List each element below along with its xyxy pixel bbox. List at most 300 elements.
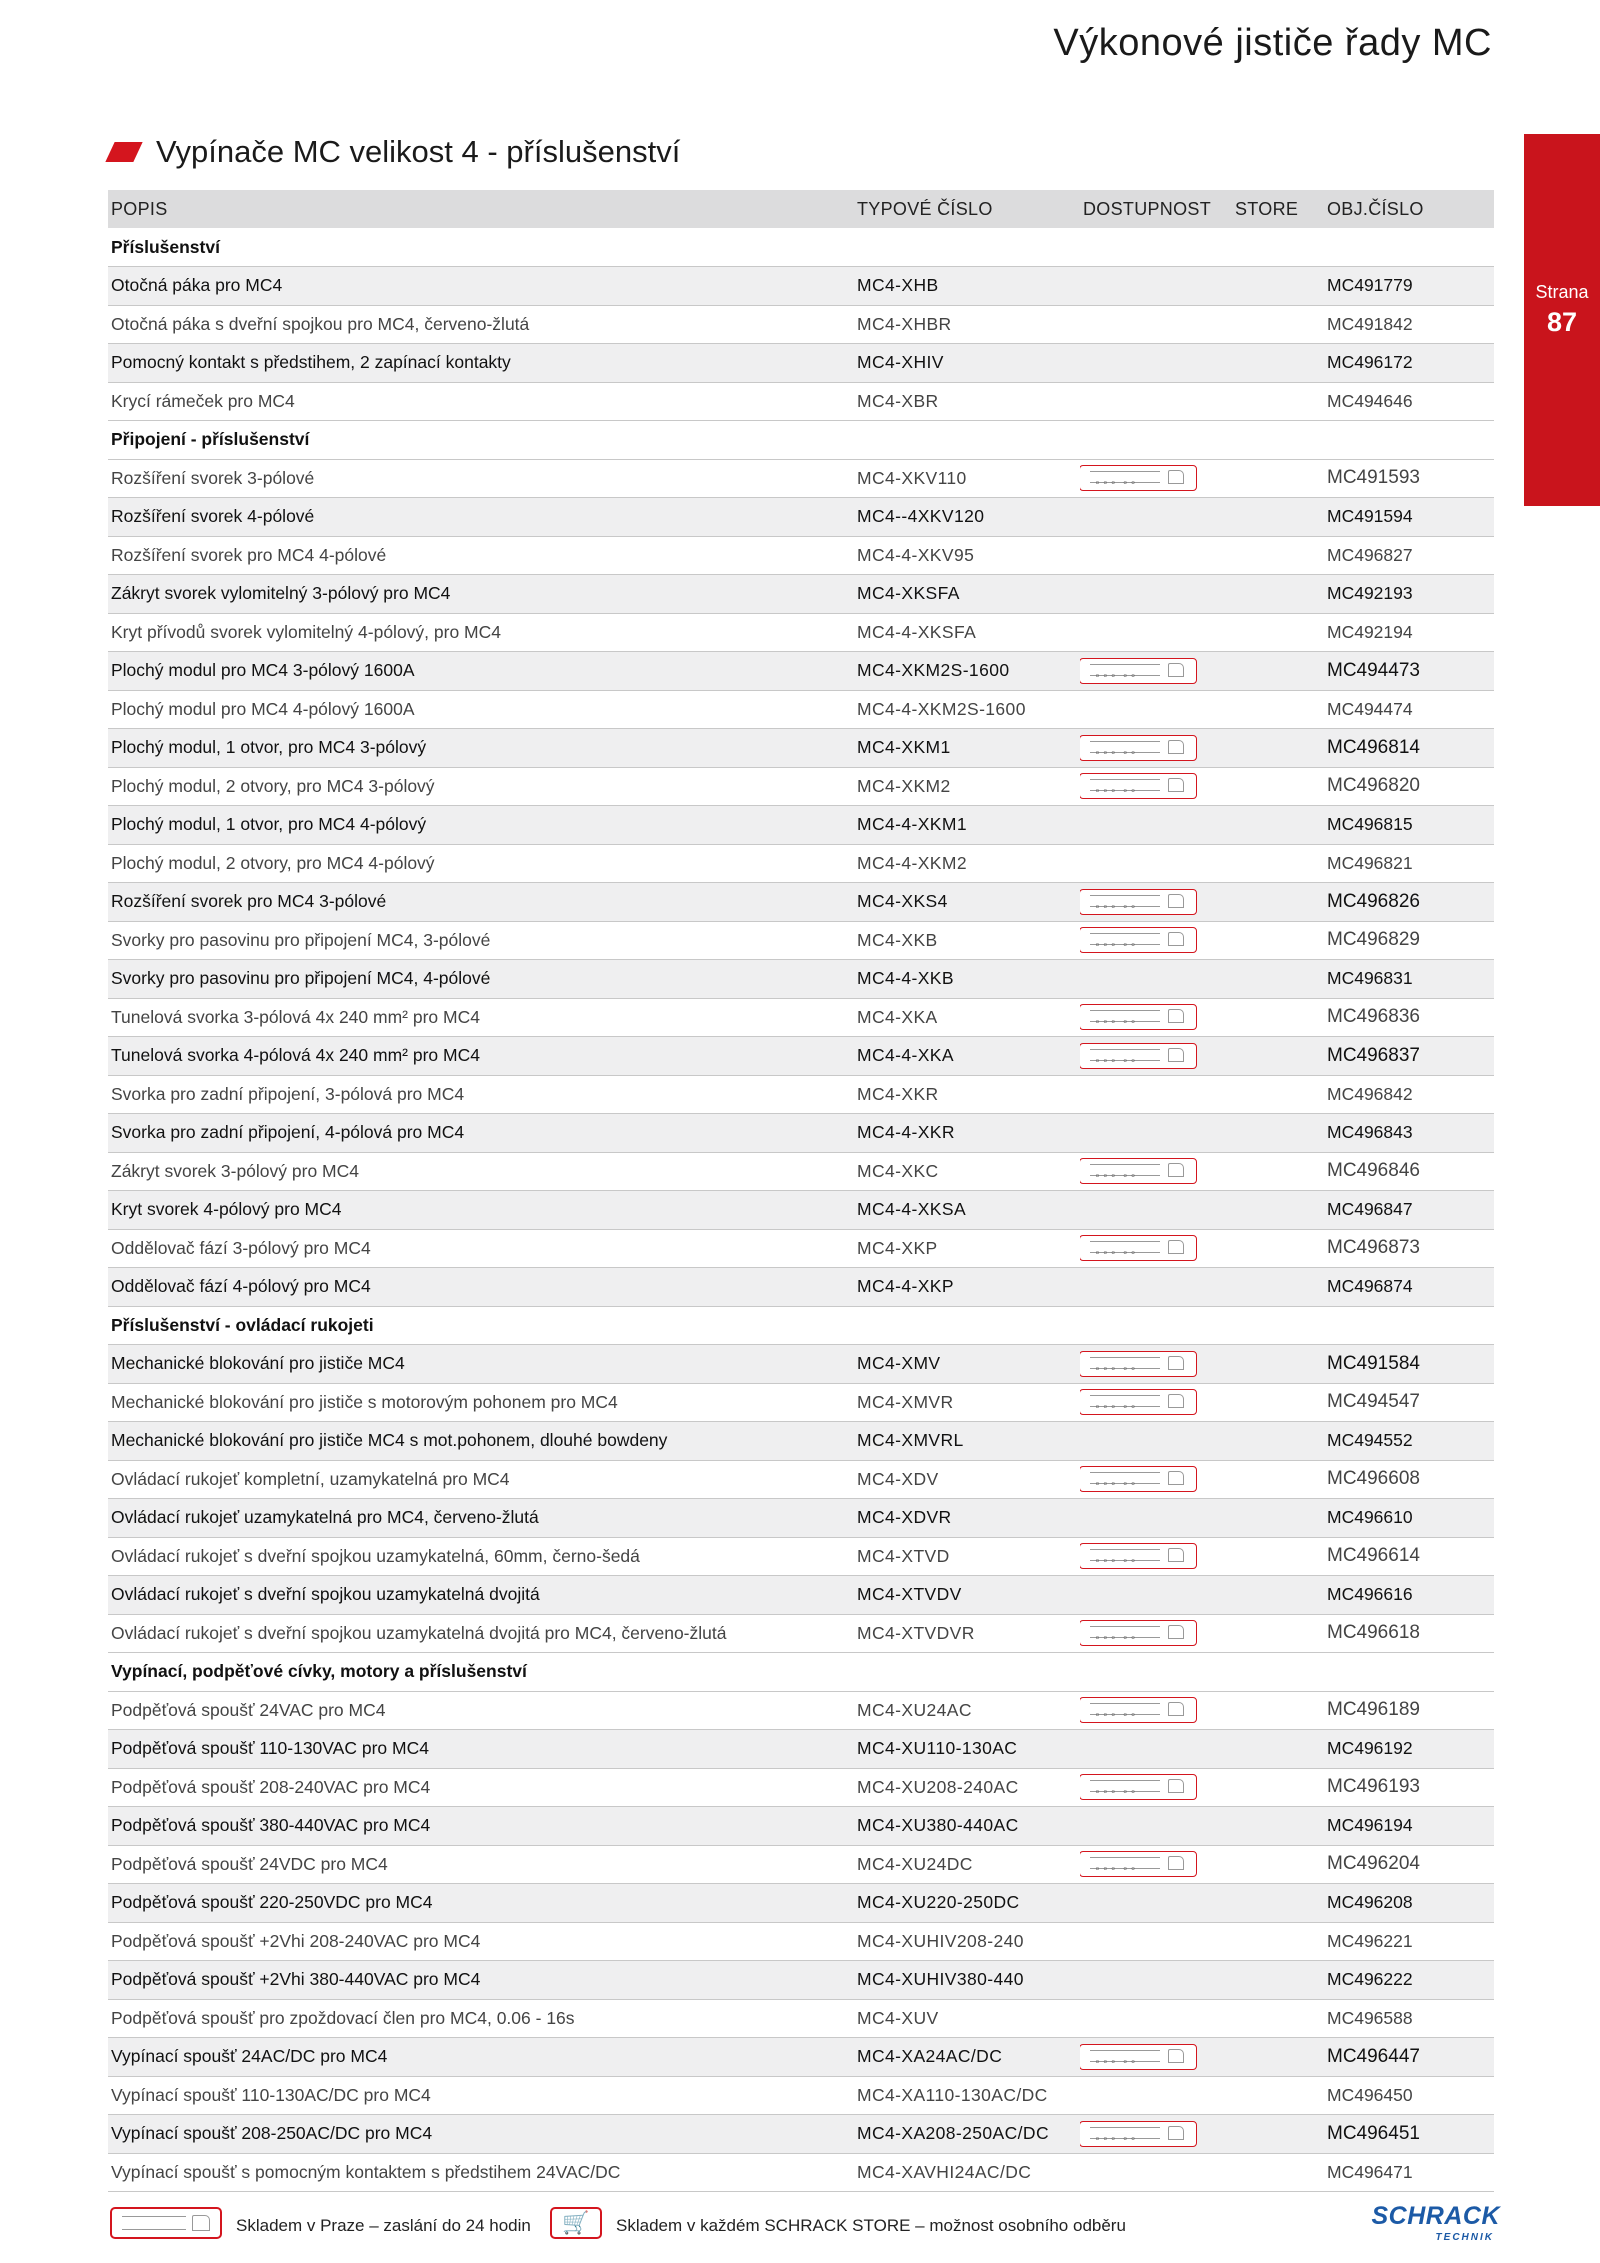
availability-cell: [1080, 1768, 1232, 1807]
type-number: MC4-XAVHI24AC/DC: [854, 2153, 1080, 2192]
store-cell: [1232, 1730, 1324, 1769]
availability-cell: [1080, 1191, 1232, 1230]
order-number: MC494646: [1324, 382, 1494, 421]
category-row: [108, 421, 1494, 460]
delivery-truck-icon: [1080, 735, 1197, 761]
type-number: MC4--4XKV120: [854, 498, 1080, 537]
availability-cell: [1080, 498, 1232, 537]
table-row: [108, 536, 1494, 575]
order-number: MC496815: [1324, 806, 1494, 845]
order-number: MC496842: [1324, 1075, 1494, 1114]
order-number: MC494474: [1324, 690, 1494, 729]
table-row: [108, 344, 1494, 383]
type-number: MC4-XU24DC: [854, 1845, 1080, 1884]
product-description: Vypínací spoušť 24AC/DC pro MC4: [108, 2038, 854, 2077]
order-number: MC496222: [1324, 1961, 1494, 2000]
delivery-truck-icon: [110, 2207, 222, 2239]
store-cell: [1232, 1114, 1324, 1153]
type-number: MC4-4-XKV95: [854, 536, 1080, 575]
order-number: MC496588: [1324, 1999, 1494, 2038]
product-description: Tunelová svorka 3-pólová 4x 240 mm² pro MC4: [108, 998, 854, 1037]
table-row: [108, 1691, 1494, 1730]
availability-cell: [1080, 2038, 1232, 2077]
type-number: MC4-XUV: [854, 1999, 1080, 2038]
order-number[interactable]: MC494547: [1324, 1383, 1494, 1422]
order-number: MC496821: [1324, 844, 1494, 883]
product-description: Rozšíření svorek pro MC4 3-pólové: [108, 883, 854, 922]
availability-cell: [1080, 267, 1232, 306]
table-row: [108, 267, 1494, 306]
table-row: [108, 1191, 1494, 1230]
type-number: MC4-XMV: [854, 1345, 1080, 1384]
type-number: MC4-XTVDVR: [854, 1614, 1080, 1653]
store-cell: [1232, 459, 1324, 498]
type-number: MC4-XDV: [854, 1460, 1080, 1499]
store-cell: [1232, 1691, 1324, 1730]
order-number: MC496208: [1324, 1884, 1494, 1923]
table-row: [108, 921, 1494, 960]
table-row: [108, 1345, 1494, 1384]
store-cell: [1232, 498, 1324, 537]
store-cell: [1232, 2038, 1324, 2077]
order-number[interactable]: MC496814: [1324, 729, 1494, 768]
availability-cell: [1080, 1614, 1232, 1653]
type-number: MC4-XA110-130AC/DC: [854, 2076, 1080, 2115]
type-number: MC4-XKSFA: [854, 575, 1080, 614]
delivery-truck-icon: [1080, 1543, 1197, 1569]
product-description: Svorka pro zadní připojení, 4-pólová pro MC4: [108, 1114, 854, 1153]
availability-cell: [1080, 459, 1232, 498]
product-description: Tunelová svorka 4-pólová 4x 240 mm² pro MC4: [108, 1037, 854, 1076]
type-number: MC4-XUHIV208-240: [854, 1922, 1080, 1961]
availability-cell: [1080, 1922, 1232, 1961]
order-number[interactable]: MC494473: [1324, 652, 1494, 691]
product-description: Kryt svorek 4-pólový pro MC4: [108, 1191, 854, 1230]
store-cell: [1232, 2115, 1324, 2154]
legend-stock-text: Skladem v Praze – zaslání do 24 hodin: [236, 2216, 531, 2235]
availability-cell: [1080, 1691, 1232, 1730]
shopping-cart-icon: 🛒: [550, 2207, 602, 2239]
product-description: Zákryt svorek 3-pólový pro MC4: [108, 1152, 854, 1191]
product-description: Plochý modul, 1 otvor, pro MC4 3-pólový: [108, 729, 854, 768]
order-number[interactable]: MC496447: [1324, 2038, 1494, 2077]
table-row: [108, 1730, 1494, 1769]
store-cell: [1232, 613, 1324, 652]
store-cell: [1232, 1191, 1324, 1230]
product-description: Otočná páka pro MC4: [108, 267, 854, 306]
type-number: MC4-XKM1: [854, 729, 1080, 768]
product-description: Svorka pro zadní připojení, 3-pólová pro MC4: [108, 1075, 854, 1114]
product-description: Podpěťová spoušť pro zpoždovací člen pro MC4, 0.06 - 16s: [108, 1999, 854, 2038]
store-cell: [1232, 729, 1324, 768]
product-description: Zákryt svorek vylomitelný 3-pólový pro MC4: [108, 575, 854, 614]
availability-cell: [1080, 1807, 1232, 1846]
section-marker-icon: [105, 142, 142, 162]
store-cell: [1232, 1845, 1324, 1884]
type-number: MC4-XU380-440AC: [854, 1807, 1080, 1846]
category-label: Připojení - příslušenství: [108, 421, 1494, 460]
product-description: Vypínací spoušť 208-250AC/DC pro MC4: [108, 2115, 854, 2154]
type-number: MC4-4-XKB: [854, 960, 1080, 999]
order-number: MC491779: [1324, 267, 1494, 306]
availability-cell: [1080, 1576, 1232, 1615]
type-number: MC4-XHIV: [854, 344, 1080, 383]
product-description: Mechanické blokování pro jističe s motorovým pohonem pro MC4: [108, 1383, 854, 1422]
availability-cell: [1080, 536, 1232, 575]
product-description: Rozšíření svorek 3-pólové: [108, 459, 854, 498]
availability-cell: [1080, 2115, 1232, 2154]
table-row: [108, 883, 1494, 922]
category-row: [108, 1653, 1494, 1692]
order-number: MC496847: [1324, 1191, 1494, 1230]
table-row: [108, 767, 1494, 806]
table-row: [108, 1807, 1494, 1846]
order-number[interactable]: MC496608: [1324, 1460, 1494, 1499]
availability-cell: [1080, 1884, 1232, 1923]
store-cell: [1232, 1614, 1324, 1653]
store-cell: [1232, 536, 1324, 575]
store-cell: [1232, 575, 1324, 614]
type-number: MC4-XU110-130AC: [854, 1730, 1080, 1769]
header-dostupnost: DOSTUPNOST: [1080, 190, 1232, 228]
type-number: MC4-XMVRL: [854, 1422, 1080, 1461]
product-description: Podpěťová spoušť +2Vhi 208-240VAC pro MC4: [108, 1922, 854, 1961]
table-row: [108, 498, 1494, 537]
delivery-truck-icon: [1080, 1466, 1197, 1492]
product-description: Ovládací rukojeť s dveřní spojkou uzamykatelná dvojitá: [108, 1576, 854, 1615]
order-number[interactable]: MC496873: [1324, 1229, 1494, 1268]
order-number: MC496471: [1324, 2153, 1494, 2192]
availability-cell: [1080, 767, 1232, 806]
product-description: Mechanické blokování pro jističe MC4 s mot.pohonem, dlouhé bowdeny: [108, 1422, 854, 1461]
category-row: [108, 228, 1494, 267]
product-description: Podpěťová spoušť 24VAC pro MC4: [108, 1691, 854, 1730]
type-number: MC4-XTVDV: [854, 1576, 1080, 1615]
table-row: [108, 2115, 1494, 2154]
order-number: MC496616: [1324, 1576, 1494, 1615]
delivery-truck-icon: [1080, 1389, 1197, 1415]
table-header-row: [108, 190, 1494, 228]
availability-cell: [1080, 883, 1232, 922]
type-number: MC4-4-XKP: [854, 1268, 1080, 1307]
availability-cell: [1080, 613, 1232, 652]
order-number[interactable]: MC496820: [1324, 767, 1494, 806]
table-row: [108, 1383, 1494, 1422]
order-number: MC496450: [1324, 2076, 1494, 2115]
availability-cell: [1080, 960, 1232, 999]
order-number: MC496831: [1324, 960, 1494, 999]
section-title: Vypínače MC velikost 4 - příslušenství: [156, 134, 681, 169]
store-cell: [1232, 2076, 1324, 2115]
store-cell: [1232, 883, 1324, 922]
product-description: Plochý modul, 2 otvory, pro MC4 4-pólový: [108, 844, 854, 883]
store-cell: [1232, 1961, 1324, 2000]
product-description: Vypínací spoušť 110-130AC/DC pro MC4: [108, 2076, 854, 2115]
availability-cell: [1080, 844, 1232, 883]
type-number: MC4-XKV110: [854, 459, 1080, 498]
table-row: [108, 459, 1494, 498]
table-row: [108, 613, 1494, 652]
product-description: Podpěťová spoušť +2Vhi 380-440VAC pro MC4: [108, 1961, 854, 2000]
availability-cell: [1080, 1422, 1232, 1461]
availability-cell: [1080, 1383, 1232, 1422]
header-store: STORE: [1232, 190, 1324, 228]
type-number: MC4-XHBR: [854, 305, 1080, 344]
product-description: Podpěťová spoušť 380-440VAC pro MC4: [108, 1807, 854, 1846]
table-row: [108, 806, 1494, 845]
table-row: [108, 1576, 1494, 1615]
table-row: [108, 652, 1494, 691]
store-cell: [1232, 2153, 1324, 2192]
type-number: MC4-XHB: [854, 267, 1080, 306]
table-row: [108, 1922, 1494, 1961]
type-number: MC4-XKM2: [854, 767, 1080, 806]
delivery-truck-icon: [1080, 658, 1197, 684]
availability-cell: [1080, 2076, 1232, 2115]
table-row: [108, 1037, 1494, 1076]
availability-cell: [1080, 1152, 1232, 1191]
store-cell: [1232, 1345, 1324, 1384]
store-cell: [1232, 652, 1324, 691]
store-cell: [1232, 1576, 1324, 1615]
product-description: Plochý modul pro MC4 3-pólový 1600A: [108, 652, 854, 691]
footer-legend: [110, 2203, 1500, 2249]
table-row: [108, 1768, 1494, 1807]
table-row: [108, 998, 1494, 1037]
accessories-table: [108, 190, 1494, 2192]
order-number: MC496194: [1324, 1807, 1494, 1846]
delivery-truck-icon: [1080, 889, 1197, 915]
table-row: [108, 382, 1494, 421]
table-row: [108, 1884, 1494, 1923]
availability-cell: [1080, 729, 1232, 768]
store-cell: [1232, 1807, 1324, 1846]
product-description: Plochý modul pro MC4 4-pólový 1600A: [108, 690, 854, 729]
table-row: [108, 2038, 1494, 2077]
type-number: MC4-4-XKA: [854, 1037, 1080, 1076]
availability-cell: [1080, 1730, 1232, 1769]
table-row: [108, 960, 1494, 999]
availability-cell: [1080, 305, 1232, 344]
store-cell: [1232, 1999, 1324, 2038]
product-description: Vypínací spoušť s pomocným kontaktem s předstihem 24VAC/DC: [108, 2153, 854, 2192]
type-number: MC4-XA208-250AC/DC: [854, 2115, 1080, 2154]
availability-cell: [1080, 1229, 1232, 1268]
delivery-truck-icon: [1080, 1851, 1197, 1877]
order-number: MC496172: [1324, 344, 1494, 383]
availability-cell: [1080, 1961, 1232, 2000]
availability-cell: [1080, 1075, 1232, 1114]
order-number[interactable]: MC496614: [1324, 1537, 1494, 1576]
category-row: [108, 1306, 1494, 1345]
product-description: Mechanické blokování pro jističe MC4: [108, 1345, 854, 1384]
store-cell: [1232, 1383, 1324, 1422]
store-cell: [1232, 806, 1324, 845]
type-number: MC4-XKP: [854, 1229, 1080, 1268]
order-number: MC496843: [1324, 1114, 1494, 1153]
availability-cell: [1080, 1114, 1232, 1153]
type-number: MC4-4-XKM2S-1600: [854, 690, 1080, 729]
availability-cell: [1080, 806, 1232, 845]
product-description: Podpěťová spoušť 110-130VAC pro MC4: [108, 1730, 854, 1769]
order-number[interactable]: MC491584: [1324, 1345, 1494, 1384]
type-number: MC4-4-XKR: [854, 1114, 1080, 1153]
delivery-truck-icon: [1080, 1620, 1197, 1646]
product-description: Podpěťová spoušť 208-240VAC pro MC4: [108, 1768, 854, 1807]
availability-cell: [1080, 1037, 1232, 1076]
order-number[interactable]: MC496837: [1324, 1037, 1494, 1076]
store-cell: [1232, 1075, 1324, 1114]
availability-cell: [1080, 575, 1232, 614]
table-row: [108, 1499, 1494, 1538]
type-number: MC4-XU208-240AC: [854, 1768, 1080, 1807]
table-row: [108, 305, 1494, 344]
availability-cell: [1080, 690, 1232, 729]
store-cell: [1232, 305, 1324, 344]
delivery-truck-icon: [1080, 927, 1197, 953]
order-number[interactable]: MC496826: [1324, 883, 1494, 922]
availability-cell: [1080, 1345, 1232, 1384]
table-body: [108, 228, 1494, 2192]
order-number[interactable]: MC496846: [1324, 1152, 1494, 1191]
store-cell: [1232, 921, 1324, 960]
store-cell: [1232, 344, 1324, 383]
order-number[interactable]: MC496204: [1324, 1845, 1494, 1884]
order-number[interactable]: MC496618: [1324, 1614, 1494, 1653]
type-number: MC4-XU220-250DC: [854, 1884, 1080, 1923]
table-row: [108, 1460, 1494, 1499]
table-row: [108, 2076, 1494, 2115]
product-description: Ovládací rukojeť s dveřní spojkou uzamykatelná, 60mm, černo-šedá: [108, 1537, 854, 1576]
order-number[interactable]: MC496189: [1324, 1691, 1494, 1730]
delivery-truck-icon: [1080, 465, 1197, 491]
table-row: [108, 1537, 1494, 1576]
availability-cell: [1080, 1499, 1232, 1538]
product-description: Podpěťová spoušť 220-250VDC pro MC4: [108, 1884, 854, 1923]
order-number: MC496827: [1324, 536, 1494, 575]
order-number[interactable]: MC496829: [1324, 921, 1494, 960]
delivery-truck-icon: [1080, 1004, 1197, 1030]
type-number: MC4-XBR: [854, 382, 1080, 421]
store-cell: [1232, 960, 1324, 999]
product-description: Pomocný kontakt s předstihem, 2 zapínací kontakty: [108, 344, 854, 383]
page-tab-label: Strana: [1535, 282, 1589, 302]
store-cell: [1232, 1768, 1324, 1807]
table-row: [108, 1614, 1494, 1653]
store-cell: [1232, 690, 1324, 729]
store-cell: [1232, 1884, 1324, 1923]
legend-store-text: Skladem v každém SCHRACK STORE – možnost osobního odběru: [616, 2216, 1126, 2235]
order-number: MC491594: [1324, 498, 1494, 537]
table-row: [108, 1999, 1494, 2038]
type-number: MC4-XTVD: [854, 1537, 1080, 1576]
schrack-logo: SCHRACK TECHNIK: [1371, 2202, 1500, 2243]
availability-cell: [1080, 382, 1232, 421]
type-number: MC4-XKS4: [854, 883, 1080, 922]
delivery-truck-icon: [1080, 2044, 1197, 2070]
order-number: MC491842: [1324, 305, 1494, 344]
delivery-truck-icon: [1080, 1043, 1197, 1069]
store-cell: [1232, 1037, 1324, 1076]
order-number[interactable]: MC496451: [1324, 2115, 1494, 2154]
product-description: Ovládací rukojeť s dveřní spojkou uzamykatelná dvojitá pro MC4, červeno-žlutá: [108, 1614, 854, 1653]
order-number: MC496874: [1324, 1268, 1494, 1307]
table-row: [108, 1422, 1494, 1461]
table-row: [108, 729, 1494, 768]
product-description: Krycí rámeček pro MC4: [108, 382, 854, 421]
store-cell: [1232, 1922, 1324, 1961]
table-row: [108, 575, 1494, 614]
type-number: MC4-XKA: [854, 998, 1080, 1037]
product-description: Oddělovač fází 3-pólový pro MC4: [108, 1229, 854, 1268]
product-description: Rozšíření svorek pro MC4 4-pólové: [108, 536, 854, 575]
store-cell: [1232, 998, 1324, 1037]
product-description: Ovládací rukojeť kompletní, uzamykatelná pro MC4: [108, 1460, 854, 1499]
store-cell: [1232, 1422, 1324, 1461]
store-cell: [1232, 1268, 1324, 1307]
store-cell: [1232, 1460, 1324, 1499]
delivery-truck-icon: [1080, 1235, 1197, 1261]
availability-cell: [1080, 1460, 1232, 1499]
order-number: MC492194: [1324, 613, 1494, 652]
delivery-truck-icon: [1080, 1351, 1197, 1377]
product-description: Kryt přívodů svorek vylomitelný 4-pólový, pro MC4: [108, 613, 854, 652]
type-number: MC4-4-XKM1: [854, 806, 1080, 845]
store-cell: [1232, 844, 1324, 883]
order-number[interactable]: MC496836: [1324, 998, 1494, 1037]
product-description: Otočná páka s dveřní spojkou pro MC4, červeno-žlutá: [108, 305, 854, 344]
table-row: [108, 690, 1494, 729]
page-title: Výkonové jističe řady MC: [1053, 22, 1492, 64]
delivery-truck-icon: [1080, 1774, 1197, 1800]
type-number: MC4-XUHIV380-440: [854, 1961, 1080, 2000]
type-number: MC4-XKC: [854, 1152, 1080, 1191]
availability-cell: [1080, 1537, 1232, 1576]
table-row: [108, 1961, 1494, 2000]
type-number: MC4-XA24AC/DC: [854, 2038, 1080, 2077]
category-label: Vypínací, podpěťové cívky, motory a příslušenství: [108, 1653, 1494, 1692]
table-row: [108, 1845, 1494, 1884]
order-number[interactable]: MC496193: [1324, 1768, 1494, 1807]
order-number: MC492193: [1324, 575, 1494, 614]
order-number: MC496610: [1324, 1499, 1494, 1538]
availability-cell: [1080, 1999, 1232, 2038]
availability-cell: [1080, 1268, 1232, 1307]
page-tab: [1524, 134, 1600, 506]
product-description: Podpěťová spoušť 24VDC pro MC4: [108, 1845, 854, 1884]
type-number: MC4-4-XKSA: [854, 1191, 1080, 1230]
type-number: MC4-XKR: [854, 1075, 1080, 1114]
table-row: [108, 844, 1494, 883]
availability-cell: [1080, 998, 1232, 1037]
store-cell: [1232, 382, 1324, 421]
availability-cell: [1080, 652, 1232, 691]
product-description: Svorky pro pasovinu pro připojení MC4, 3-pólové: [108, 921, 854, 960]
type-number: MC4-XKM2S-1600: [854, 652, 1080, 691]
product-description: Ovládací rukojeť uzamykatelná pro MC4, červeno-žlutá: [108, 1499, 854, 1538]
table-row: [108, 1152, 1494, 1191]
section-heading: [110, 134, 680, 170]
delivery-truck-icon: [1080, 773, 1197, 799]
store-cell: [1232, 1499, 1324, 1538]
availability-cell: [1080, 344, 1232, 383]
category-label: Příslušenství - ovládací rukojeti: [108, 1306, 1494, 1345]
store-cell: [1232, 1537, 1324, 1576]
table-row: [108, 2153, 1494, 2192]
delivery-truck-icon: [1080, 2121, 1197, 2147]
type-number: MC4-4-XKM2: [854, 844, 1080, 883]
order-number[interactable]: MC491593: [1324, 459, 1494, 498]
